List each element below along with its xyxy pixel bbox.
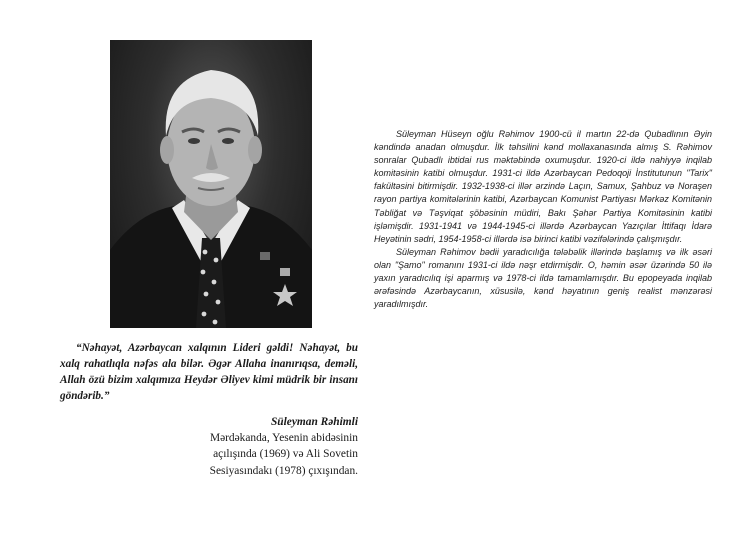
quote-text: “Nəhayət, Azərbaycan xalqının Lideri gəldi! Nəhayət, bu xalq rahatlıqla nəfəs ala bilər. Əgər Allaha inanırıqsa, deməli, Allah özü bizim xalqımıza Heydər Əliyev kimi müdrik bir insanı göndərib.” [60, 342, 358, 402]
quote-attribution [180, 414, 358, 479]
quote-block [60, 340, 358, 404]
attribution-line-2: açılışında (1969) və Ali Sovetin [213, 448, 358, 461]
attribution-line-1: Mərdəkanda, Yesenin abidəsinin [209, 432, 358, 445]
biography-paragraph-1: Süleyman Hüseyn oğlu Rəhimov 1900-cü il martın 22-də Qubadlının Əyin kəndində anadan olmuşdur. İlk təhsilini kənd mollaxanasında almış S. Rəhimov sonralar Qubadlı ibtidai rus məktəbində oxumuşdur. 1920-ci ildə nahiyyə inqilab komitəsinin katibi olmuşdur. 1931-ci ildə Azərbaycan Pedoqoji İnstitutunun "Tarix" fakültəsini bitirmişdir. 1932-1938-ci illər ərzində Laçın, Samux, Şahbuz və Noraşen rayon partiya komitələrinin katibi, Azərbaycan Komunist Partiyası Mərkəz Komitənin Təbliğat və Təşviqat şöbəsinin müdiri, Bakı Şəhər Partiya Komitəsinin katibi işləmişdir. 1931-1941 və 1944-1945-ci illərdə Azərbaycan Yazıçılar İttifaqı İdarə Heyətinin sədri, 1954-1958-ci illərdə isə birinci katibi vəzifələrində çalışmışdır. [374, 129, 712, 244]
portrait-photo [110, 40, 312, 328]
attribution-author: Süleyman Rəhimli [270, 416, 358, 428]
biography-text [374, 128, 712, 311]
biography-paragraph-2: Süleyman Rəhimov bədii yaradıcılığa tələbəlik illərində başlamış və ilk əsəri olan "Şamo" romanını 1931-ci ildə nəşr etdirmişdir. O, həmin əsər üzərində 50 ilə yaxın yaradıcılıq işi aparmış və 1978-ci ildə tamamlamışdır. Bu epopeyada inqilab ərəfəsində Azərbaycanın, xüsusilə, kənd həyatının geniş realist mənzərəsi yaradılmışdır. [374, 246, 712, 310]
attribution-line-3: Sesiyasındakı (1978) çıxışından. [209, 464, 358, 477]
